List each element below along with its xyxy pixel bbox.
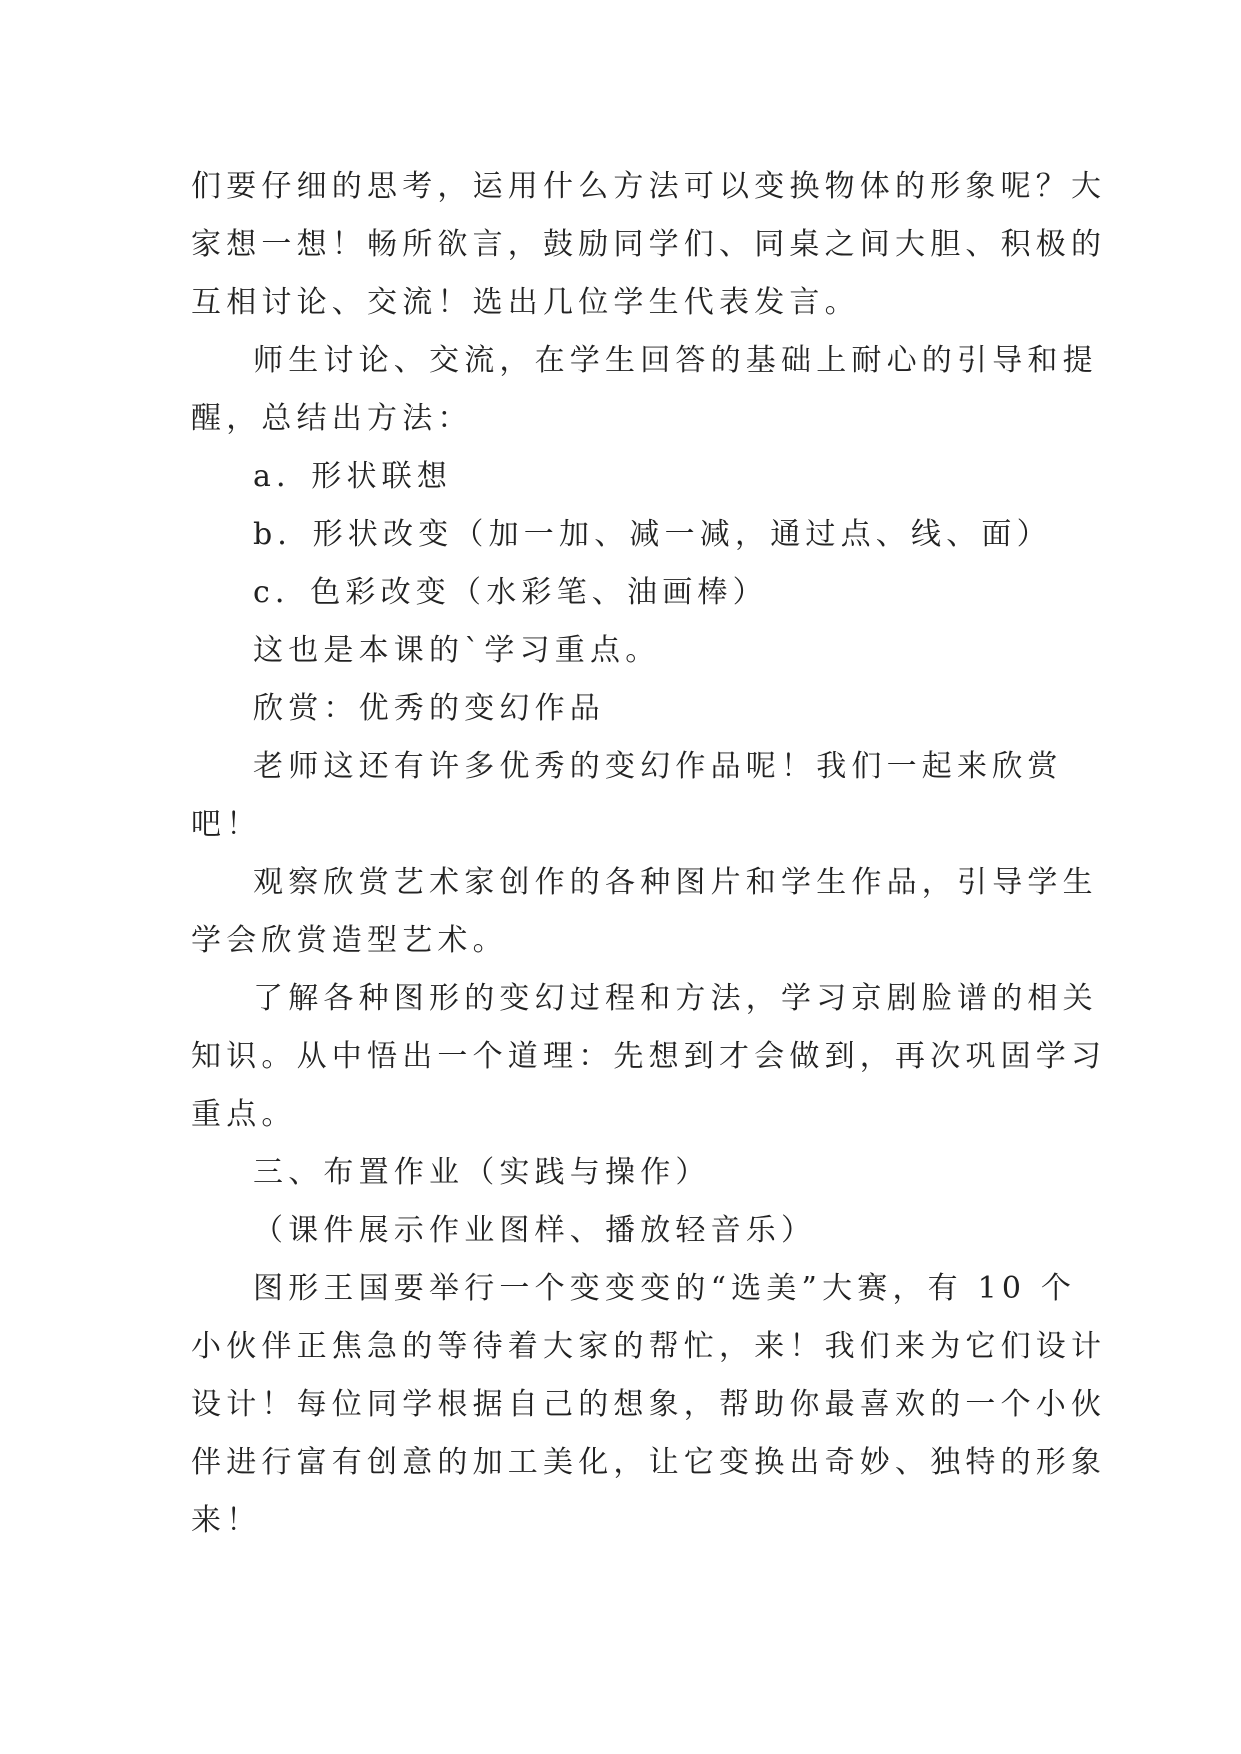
text-line: 小伙伴正焦急的等待着大家的帮忙，来！我们来为它们设计	[191, 1329, 1107, 1364]
text-line: 老师这还有许多优秀的变幻作品呢！我们一起来欣赏	[253, 749, 1063, 784]
text-line: 来！	[191, 1503, 262, 1538]
text-line: 家想一想！畅所欲言，鼓励同学们、同桌之间大胆、积极的	[191, 227, 1107, 262]
body-text	[191, 158, 1107, 1550]
text-line: 重点。	[191, 1097, 297, 1132]
text-line: 吧！	[191, 807, 262, 842]
text-line: 伴进行富有创意的加工美化，让它变换出奇妙、独特的形象	[191, 1445, 1107, 1480]
method-item-b: b．形状改变（加一加、减一减，通过点、线、面）	[253, 517, 1052, 552]
section-heading: 三、布置作业（实践与操作）	[253, 1155, 711, 1190]
text-line: 图形王国要举行一个变变变的“选美”大赛，有 10 个	[253, 1271, 1077, 1306]
text-line: 了解各种图形的变幻过程和方法，学习京剧脸谱的相关	[253, 981, 1098, 1016]
method-item-a: a．形状联想	[253, 459, 453, 494]
section-heading: 欣赏：优秀的变幻作品	[253, 691, 605, 726]
text-line: 互相讨论、交流！选出几位学生代表发言。	[191, 285, 860, 320]
text-line: 们要仔细的思考，运用什么方法可以变换物体的形象呢？大	[191, 169, 1107, 204]
method-item-c: c．色彩改变（水彩笔、油画棒）	[253, 575, 768, 610]
text-line: 师生讨论、交流，在学生回答的基础上耐心的引导和提	[253, 343, 1098, 378]
text-line: 学会欣赏造型艺术。	[191, 923, 508, 958]
text-line: （课件展示作业图样、播放轻音乐）	[253, 1213, 817, 1248]
text-line: 设计！每位同学根据自己的想象，帮助你最喜欢的一个小伙	[191, 1387, 1107, 1422]
text-line: 观察欣赏艺术家创作的各种图片和学生作品，引导学生	[253, 865, 1098, 900]
text-line: 知识。从中悟出一个道理：先想到才会做到，再次巩固学习	[191, 1039, 1107, 1074]
text-line: 醒，总结出方法：	[191, 401, 473, 436]
text-line: 这也是本课的`学习重点。	[253, 633, 661, 668]
